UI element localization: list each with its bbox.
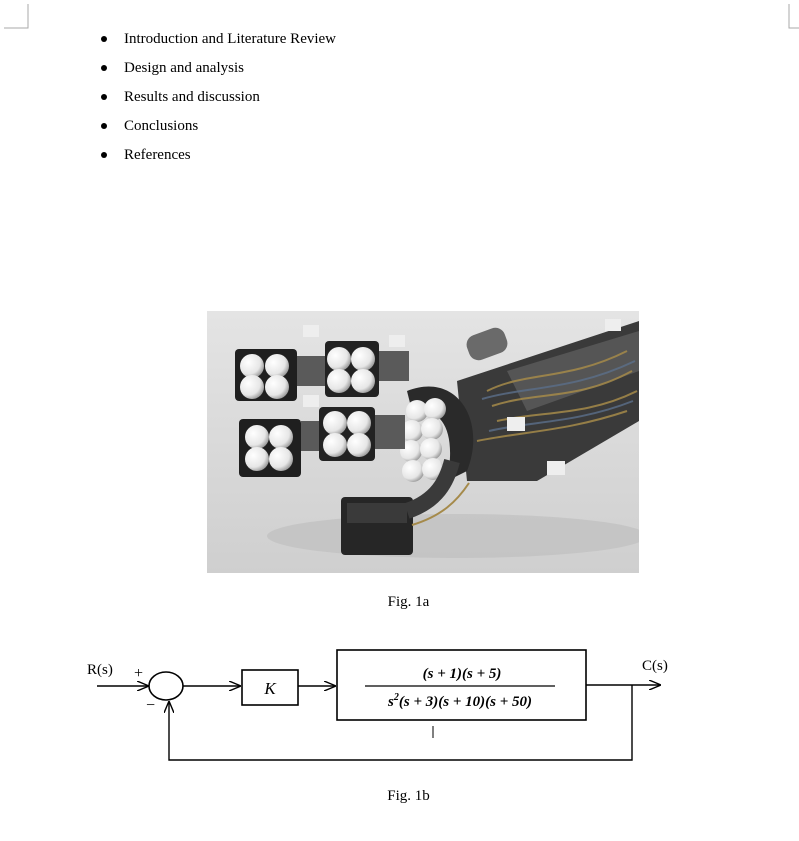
page-corner-mark-right — [786, 0, 799, 30]
bullet-icon — [101, 65, 107, 71]
input-label: R(s) — [87, 662, 113, 678]
minus-sign: − — [146, 697, 156, 714]
list-item-text: Conclusions — [124, 118, 199, 134]
bullet-icon — [101, 123, 107, 129]
page-corner-mark-left — [0, 0, 30, 30]
plus-sign: + — [134, 665, 144, 682]
figure-1b-caption: Fig. 1b — [387, 788, 430, 804]
bullet-icon — [101, 152, 107, 158]
summing-junction — [149, 672, 183, 700]
list-item-text: Design and analysis — [124, 60, 244, 76]
transfer-function-numerator: (s + 1)(s + 5) — [422, 666, 502, 682]
bullet-icon — [101, 94, 107, 100]
output-label: C(s) — [642, 658, 668, 674]
gain-label: K — [264, 679, 276, 698]
robotic-hand-photo — [207, 311, 639, 573]
list-item-text: Introduction and Literature Review — [124, 31, 337, 47]
feedback-control-block-diagram — [0, 640, 799, 780]
figure-1a-caption: Fig. 1a — [387, 594, 430, 610]
bullet-icon — [101, 36, 107, 42]
list-item-text: Results and discussion — [124, 89, 260, 105]
transfer-function-denominator: $s^2(s + 3)(s + 10)(s + 50)$ — [388, 692, 532, 710]
list-item-text: References — [124, 147, 191, 163]
